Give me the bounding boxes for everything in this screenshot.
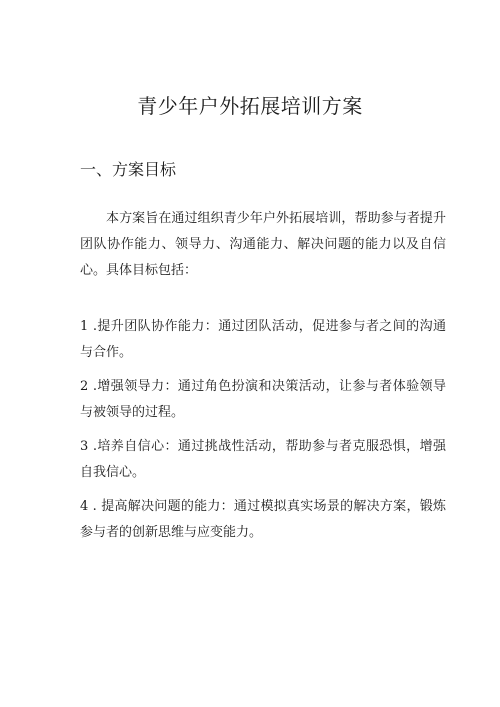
goal-item-1: 1 .提升团队协作能力：通过团队活动，促进参与者之间的沟通与合作。 xyxy=(80,319,446,360)
goal-item-2: 2 .增强领导力：通过角色扮演和决策活动，让参与者体验领导与被领导的过程。 xyxy=(80,379,446,420)
goal-item-4: 4 . 提高解决问题的能力：通过模拟真实场景的解决方案，锻炼参与者的创新思维与应变能力。 xyxy=(80,499,446,540)
document-title: 青少年户外拓展培训方案 xyxy=(137,94,363,118)
goal-list xyxy=(80,314,446,554)
goal-item-3: 3 .培养自信心：通过挑战性活动，帮助参与者克服恐惧，增强自我信心。 xyxy=(80,439,446,480)
section-heading: 一、方案目标 xyxy=(80,160,177,179)
intro-paragraph: 本方案旨在通过组织青少年户外拓展培训，帮助参与者提升团队协作能力、领导力、沟通能力、解决问题的能力以及自信心。具体目标包括： xyxy=(80,211,446,278)
